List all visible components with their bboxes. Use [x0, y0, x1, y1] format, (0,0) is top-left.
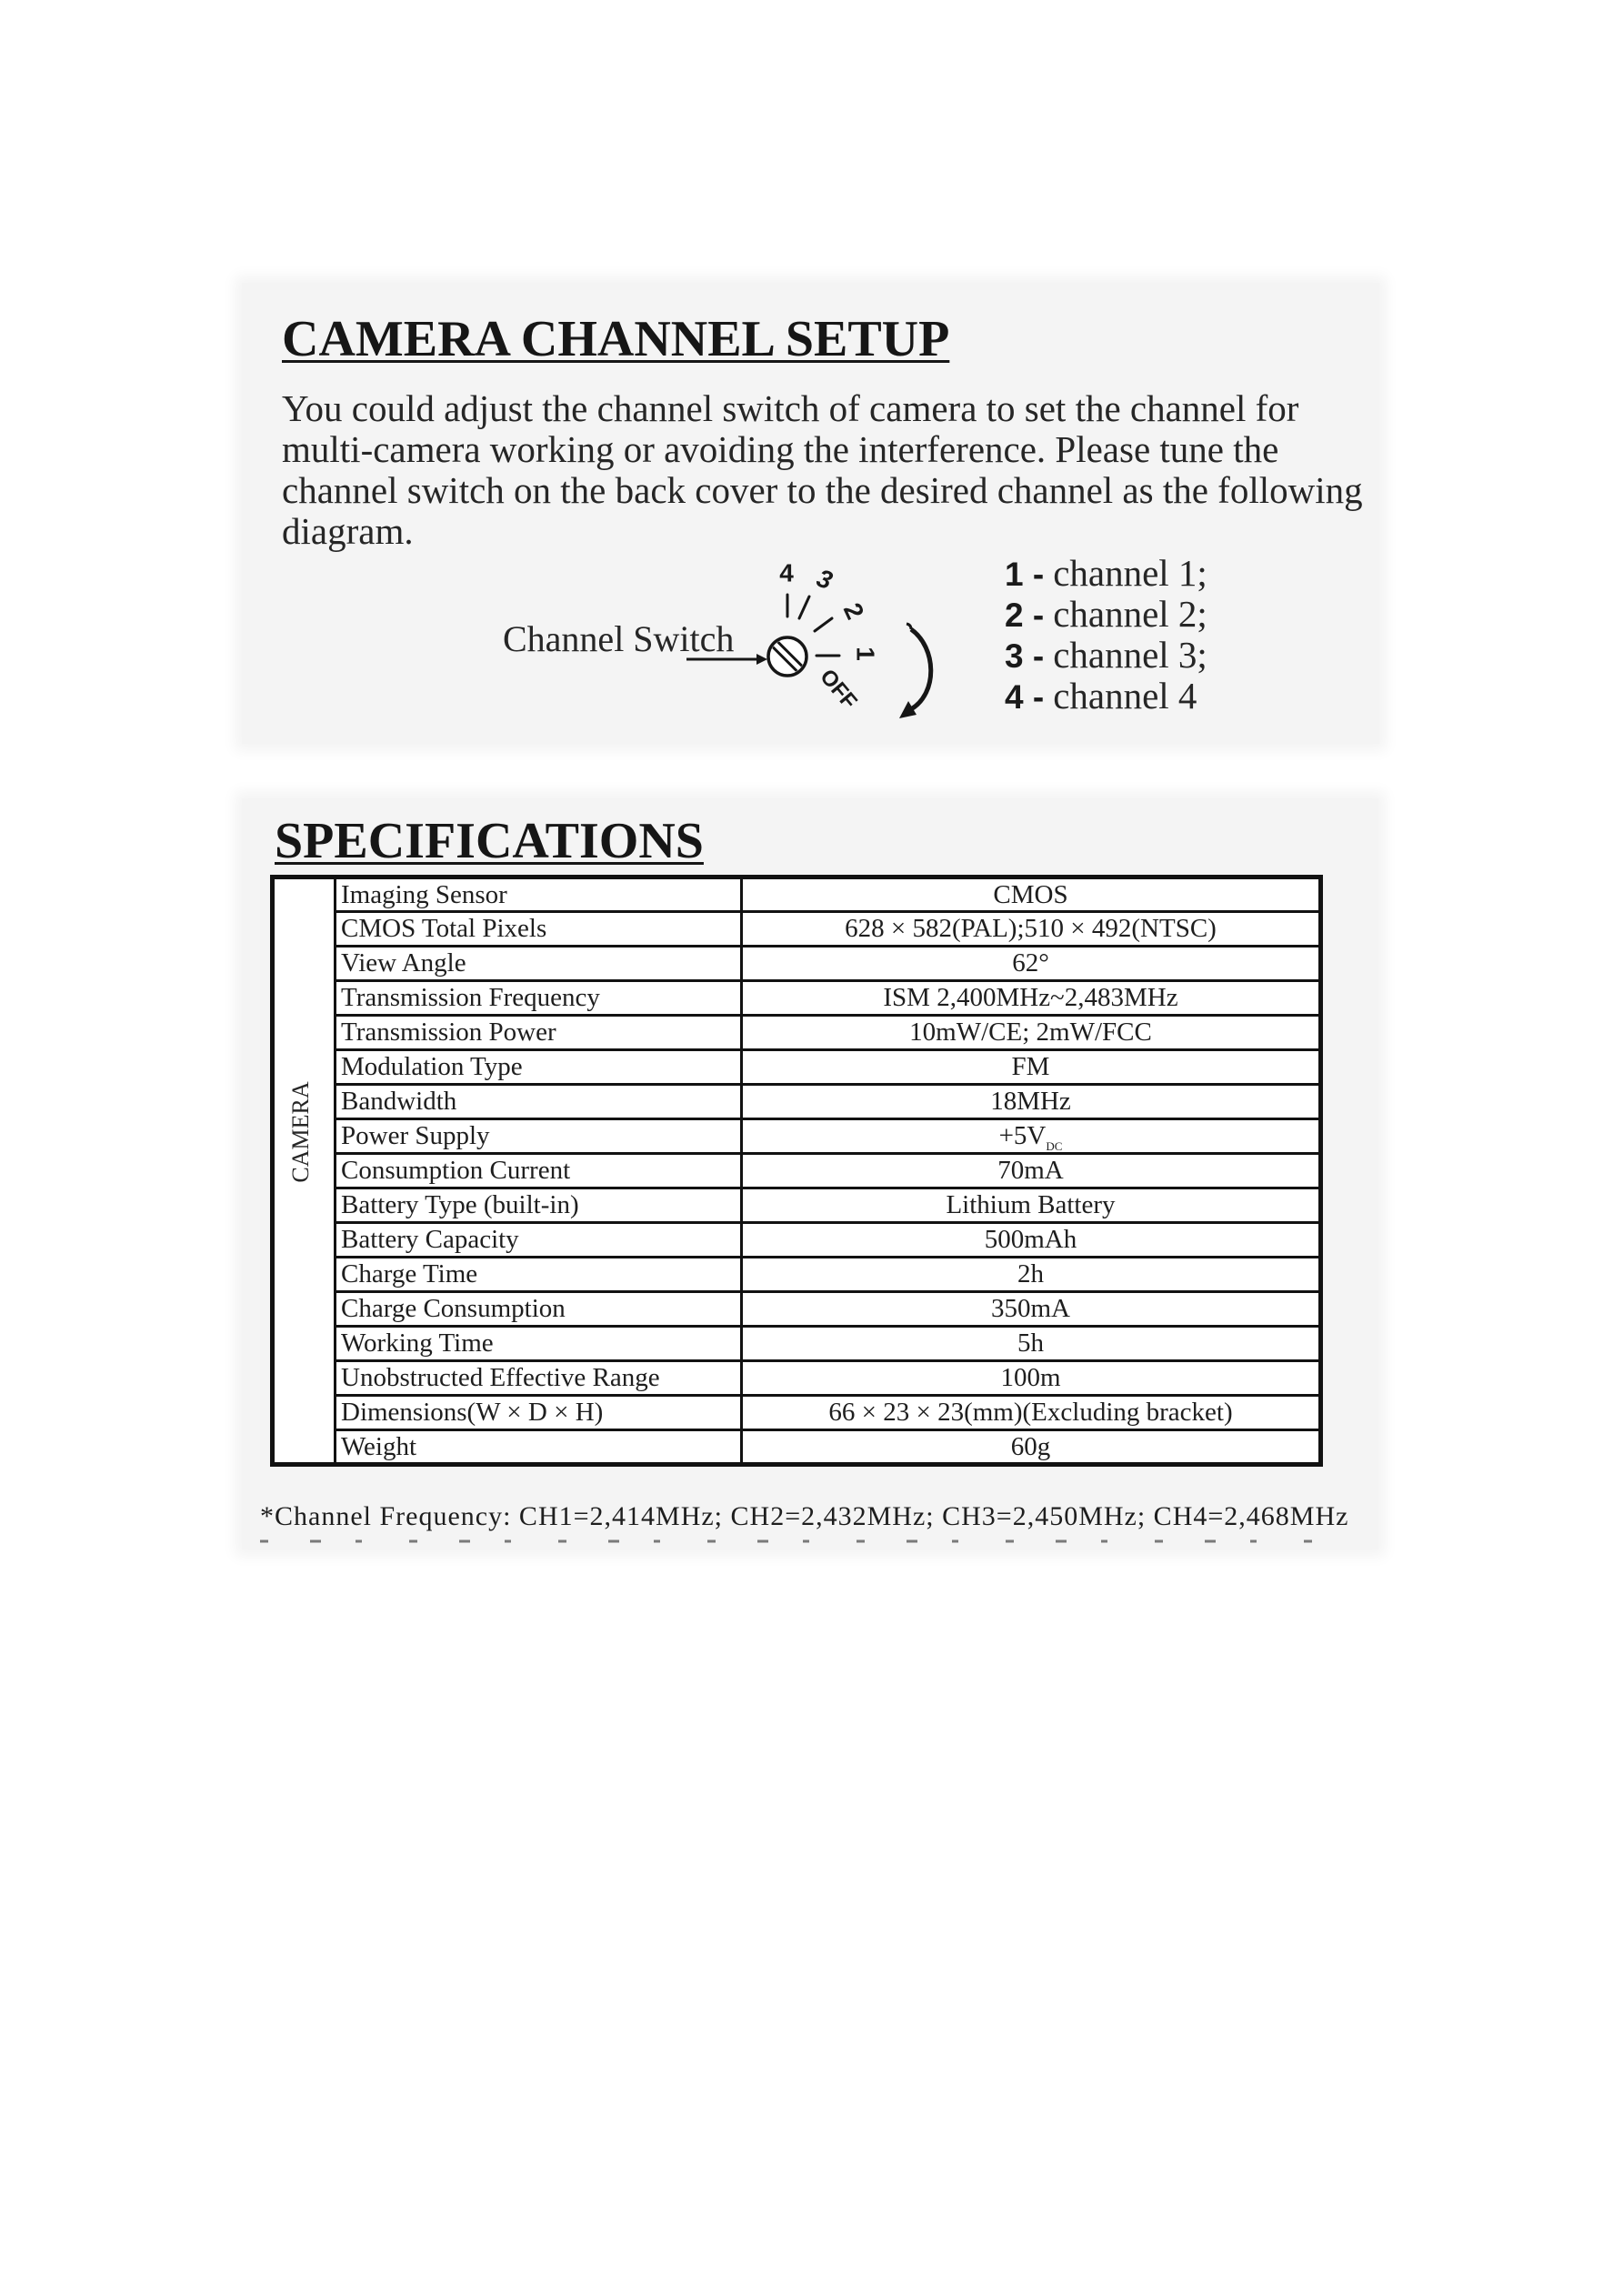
legend-text: channel 4: [1053, 675, 1197, 717]
spec-label: Bandwidth: [336, 1085, 742, 1119]
rotation-arrow-icon: [899, 624, 931, 718]
spec-value-text: 500mAh: [984, 1225, 1077, 1254]
legend-number: 1 -: [1005, 556, 1045, 593]
spec-row: [273, 1050, 1321, 1085]
spec-label: View Angle: [336, 947, 742, 981]
position-label-2: 2: [837, 598, 870, 624]
spec-row: [273, 1119, 1321, 1154]
legend-item: [1005, 635, 1207, 676]
spec-value: [742, 1258, 1321, 1292]
legend-number: 2 -: [1005, 597, 1045, 634]
spec-value-text: 70mA: [997, 1156, 1064, 1185]
spec-label: Imaging Sensor: [336, 877, 742, 912]
spec-row: [273, 1361, 1321, 1396]
spec-value-text: 60g: [1010, 1431, 1051, 1461]
paragraph-line: multi-camera working or avoiding the interference. Please tune the: [282, 428, 1279, 470]
spec-value: [742, 1396, 1321, 1430]
spec-table-body: [273, 877, 1321, 1465]
spec-value-text: +5V: [998, 1121, 1047, 1150]
spec-row: [273, 947, 1321, 981]
spec-value: [742, 912, 1321, 947]
spec-value-text: 10mW/CE; 2mW/FCC: [909, 1018, 1152, 1047]
position-label-1: 1: [851, 647, 880, 661]
spec-value-text: FM: [1011, 1052, 1050, 1081]
spec-value: [742, 1327, 1321, 1361]
spec-label: Weight: [336, 1430, 742, 1465]
paragraph-line: diagram.: [282, 510, 414, 552]
channel-legend: [1005, 553, 1207, 717]
spec-label: Modulation Type: [336, 1050, 742, 1085]
position-label-3: 3: [813, 563, 837, 596]
spec-value-text: 2h: [1017, 1259, 1044, 1288]
legend-number: 4 -: [1005, 678, 1045, 716]
spec-row: [273, 1430, 1321, 1465]
spec-label: Charge Time: [336, 1258, 742, 1292]
spec-label: Working Time: [336, 1327, 742, 1361]
spec-row: [273, 877, 1321, 912]
spec-value: [742, 877, 1321, 912]
spec-row: [273, 1258, 1321, 1292]
spec-value: [742, 981, 1321, 1016]
spec-row: [273, 1085, 1321, 1119]
channel-setup-paragraph: [282, 388, 1363, 552]
legend-text: channel 2;: [1053, 593, 1207, 635]
position-label-4: 4: [779, 558, 794, 587]
spec-label: Transmission Frequency: [336, 981, 742, 1016]
spec-row: [273, 912, 1321, 947]
channel-switch-label: Channel Switch: [503, 618, 735, 659]
spec-value-text: CMOS: [993, 879, 1068, 909]
spec-row: [273, 1327, 1321, 1361]
tick-channel-3: [799, 597, 809, 618]
spec-label: Power Supply: [336, 1119, 742, 1154]
specifications-table: [270, 875, 1323, 1467]
spec-value: [742, 1430, 1321, 1465]
spec-row: [273, 1223, 1321, 1258]
spec-value-text: 18MHz: [990, 1087, 1071, 1116]
channel-switch-dial-icon: [766, 636, 808, 677]
spec-value: [742, 1361, 1321, 1396]
spec-row: [273, 1188, 1321, 1223]
spec-value-text: Lithium Battery: [946, 1190, 1116, 1219]
specifications-table-wrapper: [270, 875, 1318, 1463]
spec-value-text: 350mA: [991, 1294, 1070, 1323]
spec-value-text: 66 × 23 × 23(mm)(Excluding bracket): [828, 1398, 1233, 1427]
paragraph-line: channel switch on the back cover to the desired channel as the following: [282, 469, 1363, 511]
switch-pointer-arrowhead: [756, 654, 767, 665]
spec-row: [273, 1396, 1321, 1430]
spec-label: Charge Consumption: [336, 1292, 742, 1327]
spec-label: Transmission Power: [336, 1016, 742, 1050]
spec-label: Battery Capacity: [336, 1223, 742, 1258]
channel-frequency-footnote: *Channel Frequency: CH1=2,414MHz; CH2=2,432MHz; CH3=2,450MHz; CH4=2,468MHz: [260, 1501, 1349, 1531]
spec-row: [273, 981, 1321, 1016]
legend-item: [1005, 676, 1207, 717]
spec-value-text: ISM 2,400MHz~2,483MHz: [883, 983, 1178, 1012]
spec-value-text: 5h: [1017, 1328, 1044, 1358]
spec-value: [742, 1050, 1321, 1085]
paragraph-line: You could adjust the channel switch of camera to set the channel for: [282, 387, 1299, 429]
legend-item: [1005, 553, 1207, 594]
legend-text: channel 1;: [1053, 552, 1207, 594]
spec-value-text: 628 × 582(PAL);510 × 492(NTSC): [845, 914, 1217, 943]
spec-label: Battery Type (built-in): [336, 1188, 742, 1223]
spec-label: CMOS Total Pixels: [336, 912, 742, 947]
camera-group-label: CAMERA: [287, 1081, 314, 1183]
spec-value-text: 62°: [1012, 948, 1049, 978]
legend-text: channel 3;: [1053, 634, 1207, 676]
cropped-text-fragment: [260, 1535, 1324, 1548]
spec-value: [742, 1016, 1321, 1050]
channel-switch-diagram: [673, 546, 964, 746]
spec-value: [742, 1154, 1321, 1188]
spec-value: [742, 1223, 1321, 1258]
tick-channel-2: [815, 618, 832, 631]
spec-value-text: 100m: [1000, 1363, 1061, 1392]
spec-value: [742, 947, 1321, 981]
channel-setup-title: CAMERA CHANNEL SETUP: [282, 311, 950, 367]
specifications-title: SPECIFICATIONS: [275, 813, 704, 869]
legend-number: 3 -: [1005, 637, 1045, 675]
spec-value: [742, 1188, 1321, 1223]
spec-label: Unobstructed Effective Range: [336, 1361, 742, 1396]
spec-row: [273, 1154, 1321, 1188]
spec-value: [742, 1292, 1321, 1327]
spec-row: [273, 1016, 1321, 1050]
spec-value-subscript: DC: [1046, 1138, 1063, 1153]
spec-label: Consumption Current: [336, 1154, 742, 1188]
position-label-off: OFF: [815, 664, 862, 715]
spec-row: [273, 1292, 1321, 1327]
spec-value: [742, 1085, 1321, 1119]
spec-label: Dimensions(W × D × H): [336, 1396, 742, 1430]
legend-item: [1005, 594, 1207, 635]
spec-value: [742, 1119, 1321, 1154]
